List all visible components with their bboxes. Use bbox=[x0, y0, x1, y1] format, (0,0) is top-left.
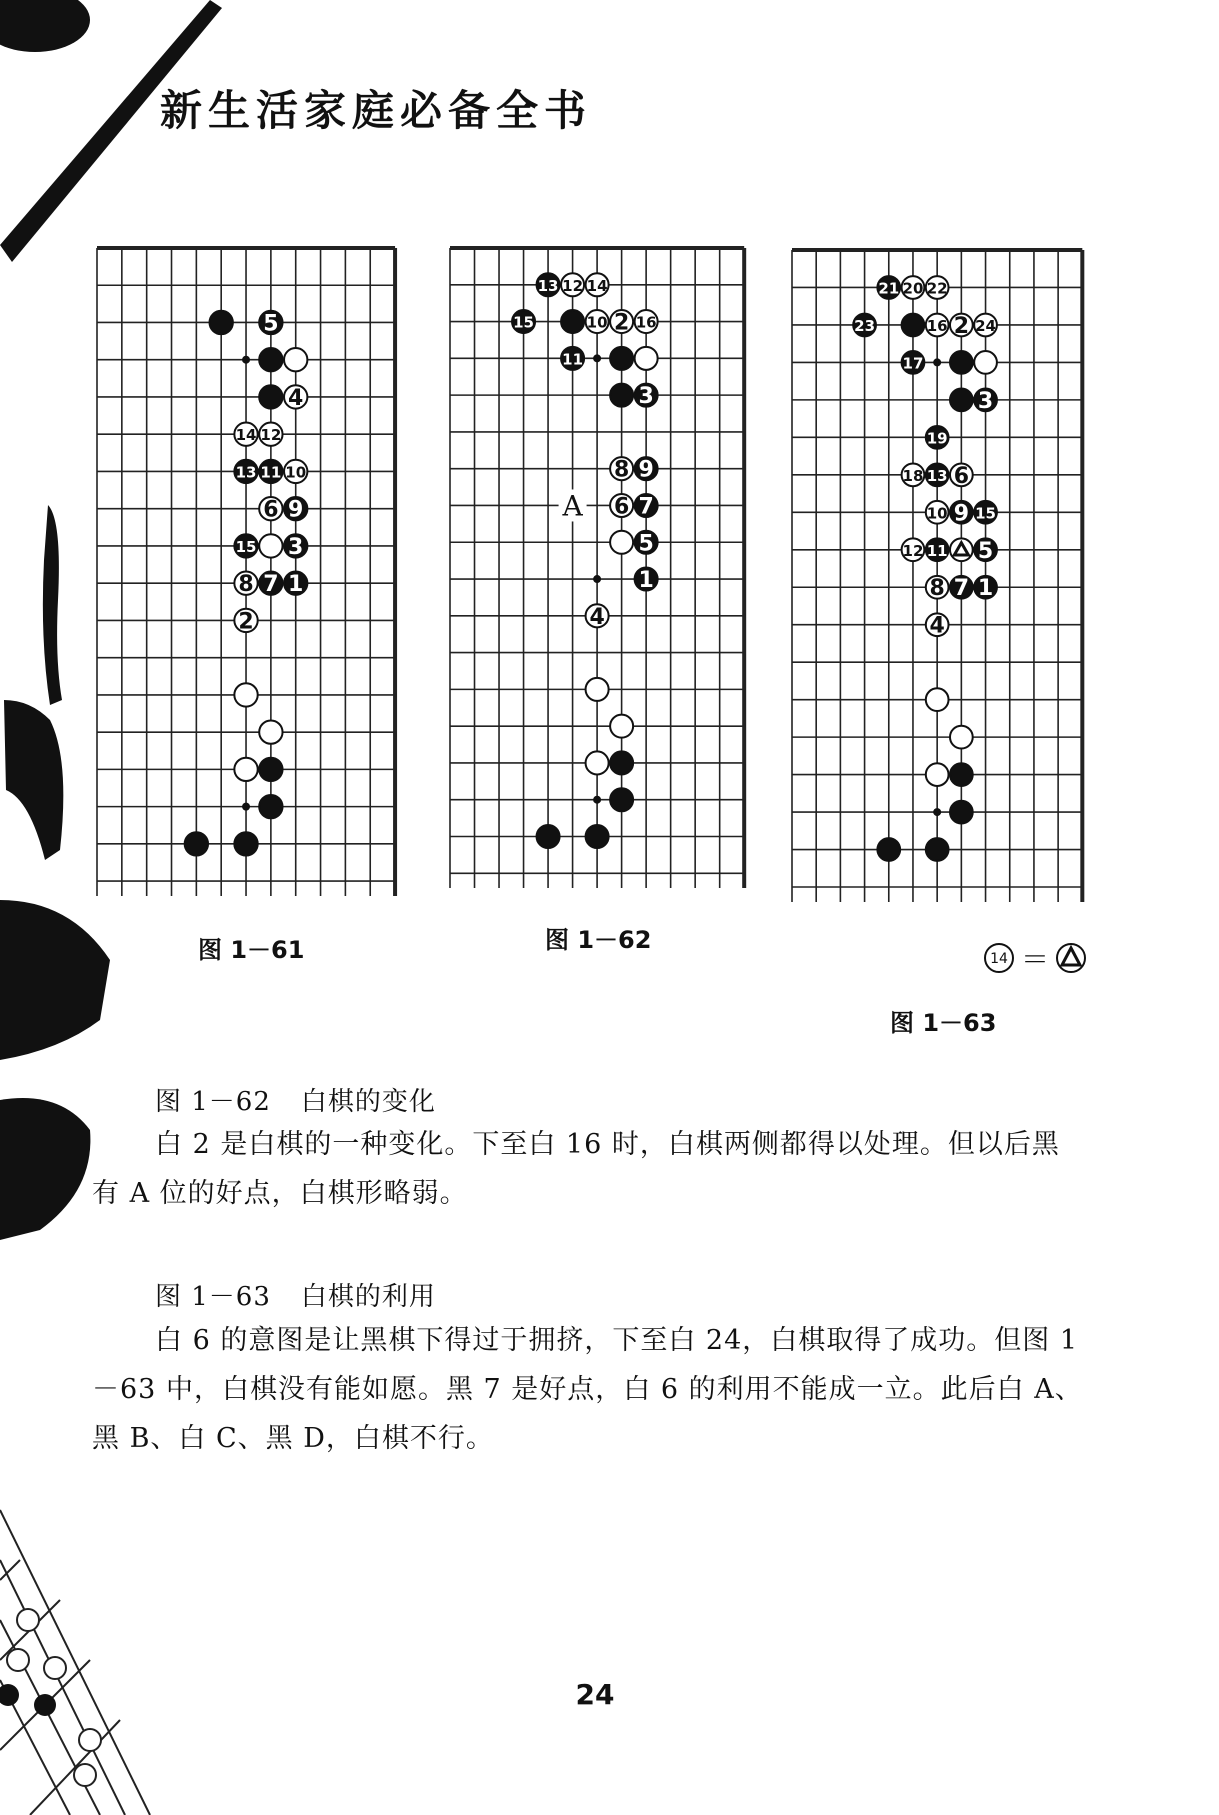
white-stone bbox=[259, 720, 282, 743]
white-stone-10 bbox=[284, 460, 307, 483]
white-stone bbox=[586, 678, 609, 701]
white-stone bbox=[586, 751, 609, 774]
black-stone bbox=[610, 751, 633, 774]
white-stone-6 bbox=[610, 494, 633, 520]
svg-text:9: 9 bbox=[953, 501, 970, 527]
black-stone bbox=[902, 314, 925, 337]
white-stone-10 bbox=[926, 501, 949, 524]
white-stone-22 bbox=[926, 276, 949, 299]
paragraph-line: 黑 B、白 C、黑 D，白棋不行。 bbox=[92, 1423, 494, 1454]
svg-text:14: 14 bbox=[990, 951, 1008, 967]
black-stone-15 bbox=[512, 310, 535, 333]
svg-text:9: 9 bbox=[288, 497, 304, 523]
section-figure-ref: 图 1－62 bbox=[155, 1087, 271, 1117]
svg-text:21: 21 bbox=[878, 279, 900, 298]
black-stone bbox=[210, 311, 233, 334]
black-stone-21 bbox=[877, 276, 900, 299]
black-stone-5 bbox=[259, 311, 282, 337]
svg-text:12: 12 bbox=[902, 541, 924, 560]
black-stone-9 bbox=[950, 501, 973, 526]
white-stone-12 bbox=[259, 423, 282, 446]
black-stone-1 bbox=[284, 571, 307, 597]
black-stone bbox=[610, 384, 633, 407]
svg-text:17: 17 bbox=[902, 354, 924, 373]
black-stone bbox=[537, 825, 560, 848]
svg-text:10: 10 bbox=[285, 463, 307, 482]
calligraphy-stroke-3 bbox=[0, 900, 110, 1060]
white-stone-2 bbox=[234, 609, 257, 635]
white-stone-6 bbox=[950, 463, 973, 488]
white-stone-8 bbox=[610, 457, 633, 483]
white-stone bbox=[610, 531, 633, 554]
svg-text:22: 22 bbox=[926, 279, 948, 298]
white-stone bbox=[950, 726, 973, 749]
svg-text:13: 13 bbox=[537, 276, 559, 295]
note-equals: ＝ bbox=[1021, 943, 1050, 976]
black-stone bbox=[926, 838, 949, 861]
svg-text:5: 5 bbox=[638, 531, 654, 557]
svg-text:16: 16 bbox=[926, 316, 948, 335]
svg-text:2: 2 bbox=[238, 609, 254, 635]
svg-text:12: 12 bbox=[562, 276, 584, 295]
black-stone bbox=[259, 795, 282, 818]
note-numbered-stone bbox=[983, 942, 1015, 974]
black-stone bbox=[259, 758, 282, 781]
figure-note bbox=[983, 938, 1087, 978]
svg-text:11: 11 bbox=[260, 463, 282, 482]
paragraph-line: 白 2 是白棋的一种变化。下至白 16 时，白棋两侧都得以处理。但以后黑 bbox=[155, 1129, 1060, 1160]
black-stone-7 bbox=[950, 576, 973, 601]
white-stone bbox=[635, 347, 658, 370]
black-stone-15 bbox=[974, 501, 997, 524]
white-stone-20 bbox=[902, 276, 925, 299]
black-stone bbox=[259, 385, 282, 408]
svg-text:1: 1 bbox=[977, 576, 994, 602]
black-stone-11 bbox=[561, 347, 584, 370]
white-stone bbox=[926, 763, 949, 786]
white-stone bbox=[284, 348, 307, 371]
svg-text:1: 1 bbox=[638, 568, 654, 594]
svg-text:6: 6 bbox=[263, 497, 279, 523]
star-point bbox=[242, 803, 250, 811]
go-diagram-fig-1-62 bbox=[448, 246, 756, 890]
section-paragraph-1-63 bbox=[92, 1316, 1107, 1463]
svg-text:15: 15 bbox=[975, 504, 996, 523]
white-stone-24 bbox=[974, 314, 997, 337]
black-stone-5 bbox=[974, 538, 997, 563]
svg-text:4: 4 bbox=[929, 613, 945, 639]
black-stone bbox=[950, 389, 973, 412]
paragraph-line: －63 中，白棋没有能如愿。黑 7 是好点，白 6 的利用不能成一立。此后白 A、 bbox=[92, 1374, 1083, 1405]
black-stone bbox=[185, 832, 208, 855]
white-stone-12 bbox=[561, 273, 584, 296]
white-stone-8 bbox=[926, 576, 949, 601]
black-stone bbox=[610, 788, 633, 811]
black-stone-7 bbox=[635, 494, 658, 520]
calligraphy-stroke-1 bbox=[43, 505, 62, 705]
white-stone bbox=[610, 715, 633, 738]
svg-text:14: 14 bbox=[586, 276, 608, 295]
white-stone-16 bbox=[635, 310, 658, 333]
black-stone-15 bbox=[234, 534, 257, 557]
star-point bbox=[933, 808, 941, 816]
black-stone-3 bbox=[974, 389, 997, 414]
board-grid bbox=[450, 248, 744, 888]
white-stone-14 bbox=[586, 273, 609, 296]
black-stone bbox=[610, 347, 633, 370]
black-stone-23 bbox=[853, 314, 876, 337]
svg-text:3: 3 bbox=[977, 388, 994, 414]
svg-text:3: 3 bbox=[288, 534, 304, 560]
section-title: 白棋的利用 bbox=[300, 1282, 436, 1312]
black-stone bbox=[950, 763, 973, 786]
calligraphy-stroke-2 bbox=[4, 700, 63, 860]
svg-text:7: 7 bbox=[263, 572, 279, 598]
black-stone-9 bbox=[635, 457, 658, 483]
svg-text:11: 11 bbox=[926, 541, 948, 560]
figure-caption-1-62: 图 1－62 bbox=[545, 926, 652, 954]
svg-text:5: 5 bbox=[977, 538, 994, 564]
white-stone bbox=[259, 534, 282, 557]
black-stone bbox=[586, 825, 609, 848]
white-stone-10 bbox=[586, 310, 609, 333]
black-stone-11 bbox=[926, 538, 949, 561]
star-point bbox=[593, 354, 601, 362]
calligraphy-stroke-4 bbox=[0, 1098, 90, 1240]
black-stone-5 bbox=[635, 531, 658, 557]
black-stone-1 bbox=[635, 568, 658, 594]
svg-text:10: 10 bbox=[586, 313, 608, 332]
star-point bbox=[242, 356, 250, 364]
white-stone-4 bbox=[926, 613, 949, 638]
svg-text:11: 11 bbox=[562, 350, 584, 369]
black-stone-11 bbox=[259, 460, 282, 483]
book-title: 新生活家庭必备全书 bbox=[160, 86, 593, 135]
black-stone bbox=[561, 310, 584, 333]
page-number: 24 bbox=[575, 1678, 615, 1711]
svg-text:16: 16 bbox=[635, 313, 657, 332]
black-stone-13 bbox=[234, 460, 257, 483]
svg-text:7: 7 bbox=[953, 576, 970, 602]
svg-text:2: 2 bbox=[953, 313, 970, 339]
figure-caption-1-61: 图 1－61 bbox=[198, 936, 305, 964]
white-stone-6 bbox=[259, 497, 282, 523]
black-stone-19 bbox=[926, 426, 949, 449]
svg-text:10: 10 bbox=[926, 504, 948, 523]
svg-text:8: 8 bbox=[613, 457, 630, 483]
paragraph-line: 有 A 位的好点，白棋形略弱。 bbox=[92, 1178, 468, 1209]
black-stone bbox=[950, 351, 973, 374]
white-stone-12 bbox=[902, 538, 925, 561]
black-stone-7 bbox=[259, 571, 282, 597]
star-point bbox=[593, 796, 601, 804]
go-diagram-fig-1-61 bbox=[95, 246, 407, 898]
svg-text:24: 24 bbox=[975, 316, 996, 335]
svg-text:8: 8 bbox=[929, 576, 945, 602]
section-heading-1-62 bbox=[155, 1081, 436, 1118]
go-diagram-fig-1-63 bbox=[790, 248, 1094, 904]
point-label-A: A bbox=[562, 489, 583, 523]
white-stone bbox=[974, 351, 997, 374]
svg-text:13: 13 bbox=[235, 463, 257, 482]
black-stone-13 bbox=[926, 463, 949, 486]
white-stone-△ bbox=[950, 538, 973, 561]
black-stone-1 bbox=[974, 576, 997, 601]
black-stone bbox=[877, 838, 900, 861]
white-stone-14 bbox=[234, 423, 257, 446]
black-stone bbox=[259, 348, 282, 371]
svg-text:5: 5 bbox=[263, 311, 279, 337]
svg-text:13: 13 bbox=[926, 466, 948, 485]
svg-text:3: 3 bbox=[638, 384, 654, 410]
black-stone bbox=[950, 801, 973, 824]
white-stone-2 bbox=[950, 314, 973, 339]
white-stone-2 bbox=[610, 310, 633, 336]
svg-text:7: 7 bbox=[638, 494, 654, 520]
white-stone bbox=[926, 688, 949, 711]
section-paragraph-1-62 bbox=[92, 1120, 1107, 1218]
svg-text:12: 12 bbox=[260, 426, 282, 445]
svg-text:19: 19 bbox=[926, 429, 948, 448]
svg-text:2: 2 bbox=[613, 310, 630, 336]
brush-ink-blot bbox=[0, 0, 90, 52]
svg-text:8: 8 bbox=[238, 572, 254, 598]
section-heading-1-63 bbox=[155, 1276, 436, 1313]
white-stone-4 bbox=[586, 604, 609, 630]
black-stone-3 bbox=[635, 384, 658, 410]
svg-text:9: 9 bbox=[638, 457, 654, 483]
section-figure-ref: 图 1－63 bbox=[155, 1282, 271, 1312]
black-stone-9 bbox=[284, 497, 307, 523]
section-title: 白棋的变化 bbox=[300, 1087, 436, 1117]
white-stone bbox=[234, 683, 257, 706]
svg-text:20: 20 bbox=[902, 279, 924, 298]
star-point bbox=[593, 575, 601, 583]
svg-text:4: 4 bbox=[288, 385, 304, 411]
white-stone-18 bbox=[902, 463, 925, 486]
black-stone-3 bbox=[284, 534, 307, 560]
svg-text:6: 6 bbox=[613, 494, 630, 520]
paragraph-line: 白 6 的意图是让黑棋下得过于拥挤，下至白 24，白棋取得了成功。但图 1 bbox=[155, 1325, 1079, 1356]
white-stone-4 bbox=[284, 385, 307, 411]
figure-caption-1-63: 图 1－63 bbox=[890, 1009, 997, 1037]
svg-text:15: 15 bbox=[513, 313, 534, 332]
black-stone-17 bbox=[902, 351, 925, 374]
black-stone bbox=[234, 832, 257, 855]
black-stone-13 bbox=[537, 273, 560, 296]
white-stone-8 bbox=[234, 571, 257, 597]
svg-text:23: 23 bbox=[854, 316, 876, 335]
star-point bbox=[933, 358, 941, 366]
white-stone-16 bbox=[926, 314, 949, 337]
svg-text:6: 6 bbox=[953, 463, 970, 489]
svg-text:18: 18 bbox=[902, 466, 924, 485]
svg-text:4: 4 bbox=[589, 604, 605, 630]
svg-text:15: 15 bbox=[235, 537, 257, 556]
white-stone bbox=[234, 758, 257, 781]
svg-text:1: 1 bbox=[288, 572, 304, 598]
triangle-marker-icon bbox=[1055, 942, 1087, 974]
svg-text:14: 14 bbox=[235, 426, 257, 445]
